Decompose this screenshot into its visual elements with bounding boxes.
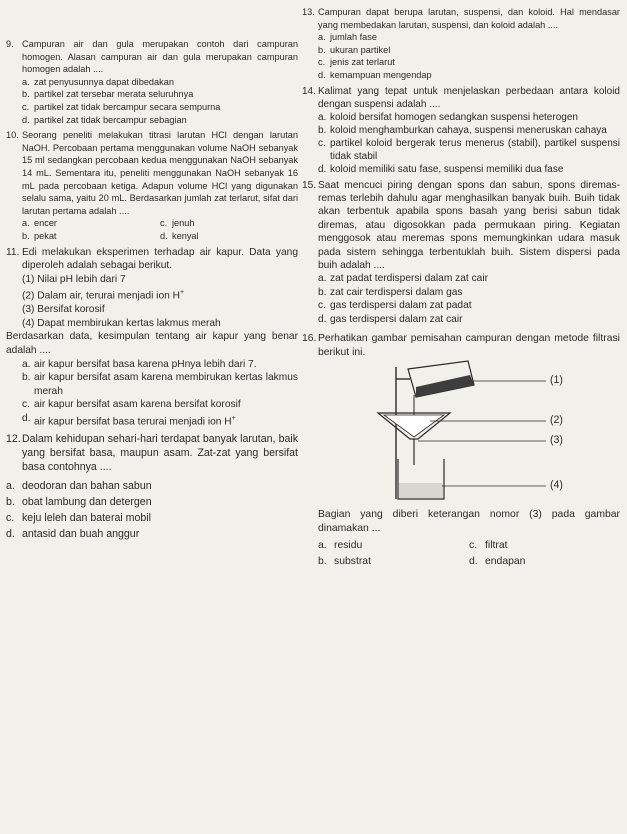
- superscript-plus: +: [179, 289, 185, 297]
- options: [318, 31, 620, 81]
- left-column: [6, 38, 298, 544]
- option-a[interactable]: a. zat padat terdispersi dalam zat cair: [318, 273, 488, 285]
- option-a[interactable]: a. jumlah fase: [318, 32, 377, 43]
- option-a[interactable]: a. encer: [22, 218, 57, 229]
- filtration-diagram: [318, 359, 618, 504]
- option-c[interactable]: c. jenis zat terlarut: [318, 57, 395, 68]
- question-number: 11.: [6, 246, 20, 258]
- option-d[interactable]: d. kemampuan mengendap: [318, 69, 432, 80]
- option-c[interactable]: c. air kapur bersifat asam karena bersifat korosif: [22, 399, 241, 411]
- question-9: [6, 38, 298, 126]
- question-13: [302, 6, 620, 82]
- statement-1: (1) Nilai pH lebih dari 7: [22, 273, 126, 285]
- question-stem: Seorang peneliti melakukan titrasi larutan HCl dengan larutan NaOH. Percobaan pertama menggunakan volume NaOH sebanyak 15 ml sedangkan percobaan kedua menggunakan NaOH sebanyak 14 mL. Sementara itu, peneliti menggunakan NaOH sebanyak 16 mL pada percobaan ketiga. Adapun volume HCl yang digunakan selalu sama, yaitu 20 mL. Berdasarkan jumlah zat terlarut, sifat dari larutan pertama adalah ....: [22, 130, 298, 216]
- question-number: 12.: [6, 433, 21, 445]
- statement-4: (4) Dapat membirukan kertas lakmus merah: [22, 317, 221, 329]
- question-number: 15.: [302, 179, 317, 191]
- option-b[interactable]: b. koloid menghamburkan cahaya, suspensi meneruskan cahaya: [318, 124, 607, 136]
- option-a[interactable]: a. koloid bersifat homogen sedangkan suspensi heterogen: [318, 111, 578, 123]
- option-c[interactable]: c. filtrat: [469, 540, 508, 552]
- options: [22, 358, 298, 429]
- options: [318, 539, 620, 568]
- right-column: [302, 6, 620, 572]
- option-d[interactable]: d. partikel zat tidak bercampur sebagian: [22, 114, 187, 125]
- question-followup: Bagian yang diberi keterangan nomor (3) pada gambar dinamakan ...: [318, 509, 620, 534]
- question-number: 9.: [6, 39, 14, 49]
- superscript-plus: +: [231, 415, 236, 423]
- question-stem: Kalimat yang tepat untuk menjelaskan perbedaan antara koloid dengan suspensi adalah ....: [318, 85, 620, 110]
- question-15: [302, 179, 620, 326]
- option-d[interactable]: d. gas terdispersi dalam zat cair: [318, 313, 463, 325]
- question-stem: Campuran air dan gula merupakan contoh dari campuran homogen. Alasan campuran air dan gula merupakan campuran homogen adalah ....: [22, 39, 298, 75]
- question-number: 10.: [6, 130, 19, 141]
- option-b[interactable]: b. partikel zat tersebar merata seluruhnya: [22, 89, 194, 100]
- option-b[interactable]: b. pekat: [22, 230, 57, 241]
- option-a[interactable]: a. residu: [318, 540, 363, 552]
- statement-2: (2) Dalam air, terurai menjadi ion H+: [22, 289, 185, 302]
- options: [6, 479, 298, 542]
- option-a[interactable]: a. zat penyusunnya dapat dibedakan: [22, 76, 174, 87]
- option-c[interactable]: c. partikel zat tidak bercampur secara sempurna: [22, 101, 221, 112]
- figure-label-3: (3): [550, 434, 563, 447]
- option-c[interactable]: c. keju leleh dan baterai mobil: [6, 512, 151, 525]
- figure-label-4: (4): [550, 479, 563, 492]
- option-a[interactable]: a. deodoran dan bahan sabun: [6, 479, 152, 492]
- option-d[interactable]: d. antasid dan buah anggur: [6, 528, 140, 541]
- option-c[interactable]: c. partikel koloid bergerak terus menerus (stabil), partikel suspensi tidak stabil: [318, 137, 620, 162]
- filtration-figure: [318, 359, 620, 504]
- option-c[interactable]: c. gas terdispersi dalam zat padat: [318, 300, 472, 312]
- option-b[interactable]: b. substrat: [318, 556, 371, 567]
- option-a[interactable]: a. air kapur bersifat basa karena pHnya lebih dari 7.: [22, 358, 257, 370]
- figure-label-1: (1): [550, 374, 563, 387]
- statement-3: (3) Bersifat korosif: [22, 304, 105, 316]
- question-number: 13.: [302, 7, 315, 17]
- figure-label-2: (2): [550, 414, 563, 427]
- option-b[interactable]: b. air kapur bersifat asam karena membirukan kertas lakmus merah: [22, 372, 298, 397]
- question-followup: Berdasarkan data, kesimpulan tentang air kapur yang benar adalah ....: [6, 331, 298, 357]
- options: [22, 76, 298, 126]
- option-d[interactable]: d. kenyal: [160, 230, 199, 241]
- question-14: [302, 85, 620, 176]
- mixture-liquid: [416, 375, 474, 397]
- option-b[interactable]: b. zat cair terdispersi dalam gas: [318, 286, 463, 298]
- filtrate-liquid: [399, 483, 443, 498]
- options: [318, 111, 620, 176]
- option-d[interactable]: d. koloid memiliki satu fase, suspensi memiliki dua fase: [318, 163, 564, 175]
- option-b[interactable]: b. obat lambung dan detergen: [6, 495, 152, 508]
- question-12: [6, 432, 298, 541]
- option-d[interactable]: d. air kapur bersifat basa terurai menjadi ion H+: [22, 413, 236, 428]
- option-c[interactable]: c. jenuh: [160, 218, 195, 229]
- option-b[interactable]: b. ukuran partikel: [318, 44, 391, 55]
- filter-paper: [384, 415, 444, 437]
- option-d[interactable]: d. endapan: [469, 556, 526, 567]
- question-stem: Campuran dapat berupa larutan, suspensi, dan koloid. Hal mendasar yang membedakan larutan, suspensi, dan koloid adalah ....: [318, 7, 620, 30]
- question-number: 14.: [302, 85, 316, 97]
- question-stem: Edi melakukan eksperimen terhadap air kapur. Data yang diperoleh adalah sebagai berikut.: [22, 246, 298, 272]
- question-16: [302, 332, 620, 569]
- question-stem: Saat mencuci piring dengan spons dan sabun, spons diremas-remas terlebih dahulu agar menghasilkan banyak buih. Buih tidak akan terbentuk apabila spons basah yang berisi sabun tidak diremas, atau digosokkan pada permukaan piring. Kegiatan menggosok atau meremas spons memungkinkan udara masuk pada sistem sehingga terbentuklah buih. Sistem dispersi pada buih adalah ....: [318, 179, 620, 271]
- question-11: [6, 246, 298, 430]
- statement-list: [6, 273, 298, 331]
- question-10: [6, 129, 298, 242]
- question-stem: Perhatikan gambar pemisahan campuran dengan metode filtrasi berikut ini.: [318, 333, 620, 358]
- question-stem: Dalam kehidupan sehari-hari terdapat banyak larutan, baik yang bersifat basa, maupun asam. Zat-zat yang bersifat basa contohnya ....: [22, 433, 298, 474]
- question-number: 16.: [302, 333, 317, 345]
- options: [318, 272, 620, 326]
- options: [22, 217, 298, 242]
